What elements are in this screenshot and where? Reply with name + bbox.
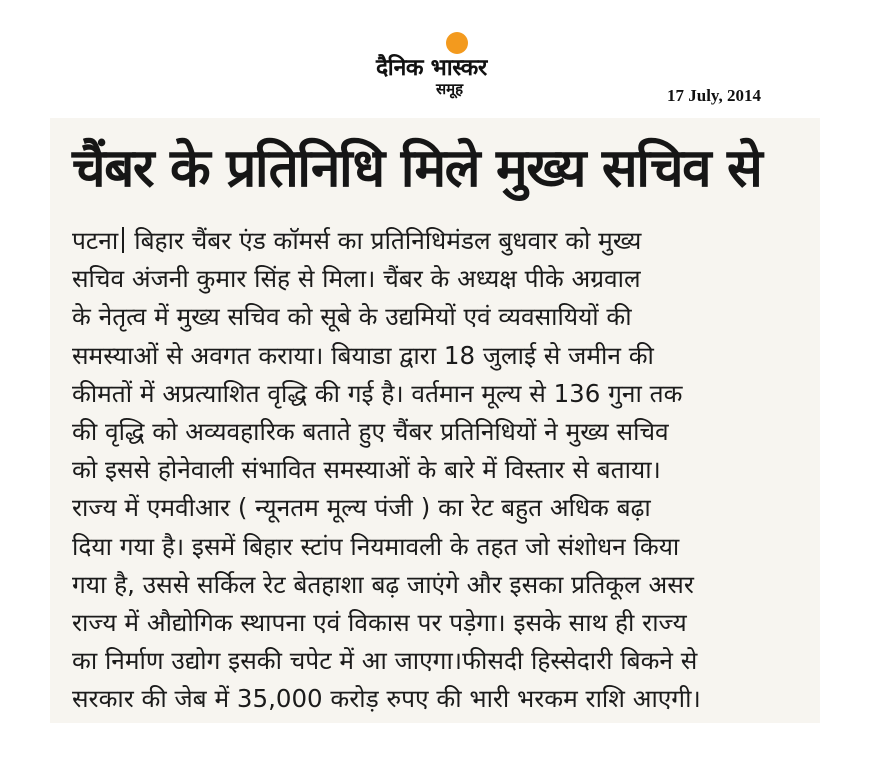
article-line: को इससे होनेवाली संभावित समस्याओं के बारे में विस्तार से बताया।	[72, 455, 661, 485]
news-clipping	[50, 118, 820, 723]
dateline-divider	[122, 227, 124, 253]
article-headline: चैंबर के प्रतिनिधि मिले मुख्य सचिव से	[72, 138, 762, 199]
publication-date: 17 July, 2014	[667, 86, 761, 105]
article-line: समस्याओं से अवगत कराया। बियाडा द्वारा 18 जुलाई से जमीन की	[72, 340, 654, 370]
article-line: सचिव अंजनी कुमार सिंह से मिला। चैंबर के अध्यक्ष पीके अग्रवाल	[72, 264, 641, 294]
article-line: कीमतों में अप्रत्याशित वृद्धि की गई है। वर्तमान मूल्य से 136 गुना तक	[72, 378, 683, 408]
article-line: दिया गया है। इसमें बिहार स्टांप नियमावली के तहत जो संशोधन किया	[72, 531, 680, 561]
article-body	[72, 222, 812, 718]
article-line	[72, 222, 812, 260]
article-line: का निर्माण उद्योग इसकी चपेट में आ जाएगा।फीसदी हिस्सेदारी बिकने से	[72, 646, 698, 676]
article-line: की वृद्धि को अव्यवहारिक बताते हुए चैंबर प्रतिनिधियों ने मुख्य सचिव	[72, 416, 669, 446]
sun-logo-icon	[446, 32, 468, 54]
masthead-subtitle: समूह	[436, 80, 464, 98]
masthead-title: दैनिक भास्कर	[376, 55, 487, 81]
article-line: राज्य में एमवीआर ( न्यूनतम मूल्य पंजी ) का रेट बहुत अधिक बढ़ा	[72, 493, 651, 523]
article-line: राज्य में औद्योगिक स्थापना एवं विकास पर पड़ेगा। इसके साथ ही राज्य	[72, 607, 687, 637]
newspaper-masthead	[376, 32, 541, 100]
article-line: के नेतृत्व में मुख्य सचिव को सूबे के उद्यमियों एवं व्यवसायियों की	[72, 302, 632, 332]
article-line: गया है, उससे सर्किल रेट बेतहाशा बढ़ जाएंगे और इसका प्रतिकूल असर	[72, 569, 694, 599]
article-line-text: बिहार चैंबर एंड कॉमर्स का प्रतिनिधिमंडल बुधवार को मुख्य	[134, 226, 642, 255]
article-line: सरकार की जेब में 35,000 करोड़ रुपए की भारी भरकम राशि आएगी।	[72, 684, 701, 714]
dateline-place: पटना	[72, 226, 119, 255]
